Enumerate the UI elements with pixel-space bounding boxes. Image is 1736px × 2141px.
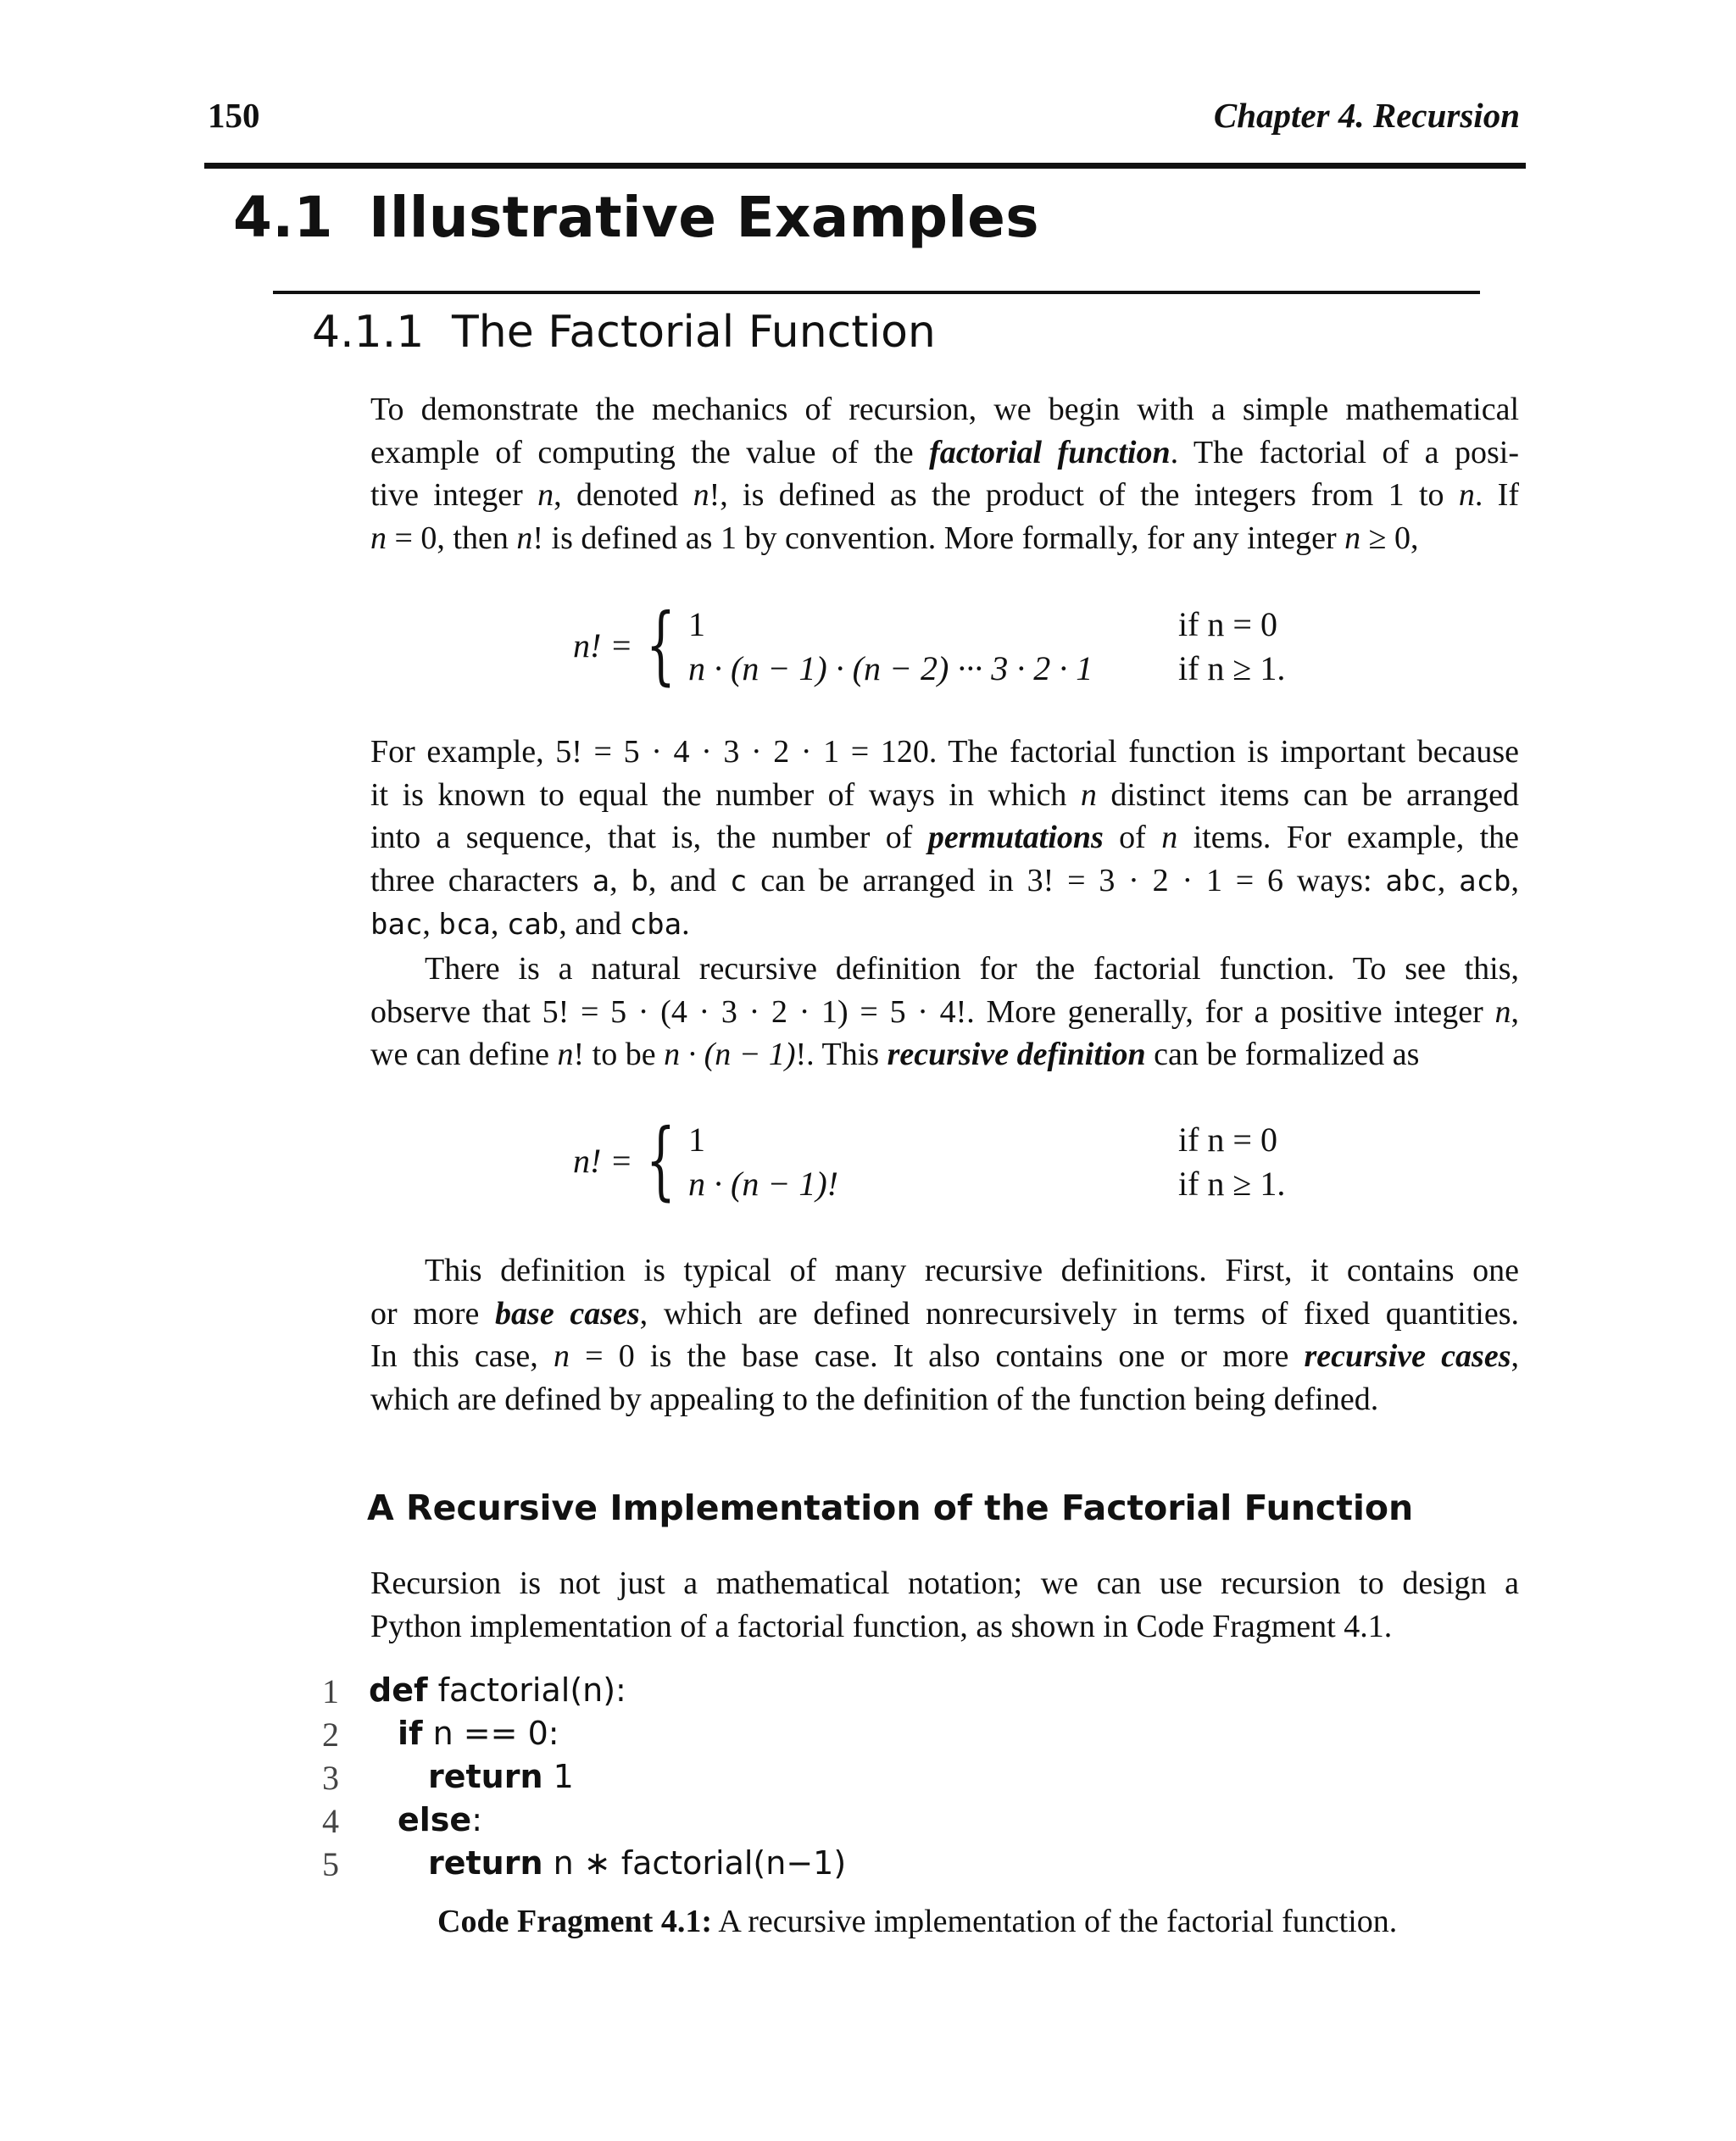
text-line: For example, 5! = 5 · 4 · 3 · 2 · 1 = 120. The factorial function is important because (370, 734, 1519, 770)
text-line: into a sequence, that is, the number of permutations of n items. For example, the (370, 820, 1520, 855)
left-brace: { (646, 1110, 676, 1210)
section-heading (233, 185, 1039, 250)
case-value: 1 (688, 1121, 705, 1159)
line-number: 5 (322, 1845, 339, 1883)
code-text: n == 0: (422, 1715, 559, 1752)
text-line: Recursion is not just a mathematical notation; we can use recursion to design a (370, 1565, 1519, 1601)
text-line: three characters a, b, and c can be arranged in 3! = 3 · 2 · 1 = 6 ways: abc, acb, (370, 862, 1520, 898)
term-permutations: permutations (927, 820, 1104, 855)
code-keyword: return (428, 1844, 543, 1882)
text-line: In this case, n = 0 is the base case. It also contains one or more recursive cases, (370, 1338, 1519, 1374)
code-keyword: def (369, 1671, 428, 1709)
case-condition: if n ≥ 1. (1178, 649, 1286, 687)
term-recursive-cases: recursive cases (1304, 1338, 1511, 1374)
code-text: 1 (542, 1758, 574, 1795)
subsection-number: 4.1.1 (312, 307, 425, 358)
line-number: 3 (322, 1759, 339, 1797)
equation-lhs: n! = (573, 1142, 633, 1180)
case-condition: if n ≥ 1. (1178, 1165, 1286, 1203)
line-number: 4 (322, 1802, 339, 1840)
code-keyword: return (428, 1758, 543, 1795)
page-number: 150 (208, 96, 260, 135)
section-title: Illustrative Examples (369, 185, 1039, 250)
text-line: n = 0, then n! is defined as 1 by convention. More formally, for any integer n ≥ 0, (370, 520, 1419, 556)
line-number: 1 (322, 1672, 339, 1710)
case-value: 1 (688, 605, 705, 643)
code-caption (437, 1903, 1397, 1940)
text-line: Python implementation of a factorial function, as shown in Code Fragment 4.1. (370, 1608, 1393, 1644)
text-line: tive integer n, denoted n!, is defined as the product of the integers from 1 to n. If (370, 477, 1519, 513)
chapter-title: Chapter 4. Recursion (1213, 96, 1520, 135)
text-line: This definition is typical of many recursive definitions. First, it contains one (425, 1253, 1519, 1288)
caption-label: Code Fragment 4.1: (437, 1904, 712, 1939)
text-line: we can define n! to be n · (n − 1)!. This recursive definition can be formalized as (370, 1037, 1420, 1072)
case-condition: if n = 0 (1178, 605, 1277, 643)
text-line: or more base cases, which are defined nonrecursively in terms of fixed quantities. (370, 1295, 1520, 1332)
term-recursive-definition: recursive definition (887, 1037, 1146, 1072)
text-line: which are defined by appealing to the definition of the function being defined. (370, 1381, 1379, 1417)
code-text: : (471, 1801, 483, 1838)
code-text: factorial(n): (427, 1671, 626, 1709)
code-keyword: else (398, 1801, 472, 1838)
equation-factorial-recursive (0, 1110, 1736, 1217)
header-rule (204, 163, 1526, 169)
case-condition: if n = 0 (1178, 1121, 1277, 1159)
paragraph-example (370, 731, 1519, 947)
paragraph-recursive-definition (370, 948, 1519, 1076)
line-number: 2 (322, 1716, 339, 1754)
equation-lhs: n! = (573, 626, 633, 665)
term-factorial-function: factorial function (929, 434, 1171, 470)
subsubsection-heading: A Recursive Implementation of the Factorial Function (367, 1488, 1414, 1528)
text-line: it is known to equal the number of ways in which n distinct items can be arranged (370, 776, 1519, 813)
text-line: observe that 5! = 5 · (4 · 3 · 2 · 1) = 5 · 4!. More generally, for a positive integer n, (370, 993, 1519, 1030)
text-line: To demonstrate the mechanics of recursion, we begin with a simple mathematical (370, 392, 1519, 427)
case-value: n · (n − 1) · (n − 2) ··· 3 · 2 · 1 (688, 649, 1093, 687)
case-value: n · (n − 1)! (688, 1165, 838, 1203)
paragraph-implementation (370, 1562, 1519, 1648)
text-line: There is a natural recursive definition for the factorial function. To see this, (425, 951, 1519, 987)
subsection-heading (312, 307, 936, 358)
code-keyword: if (398, 1715, 423, 1752)
left-brace: { (646, 595, 676, 694)
text-line: example of computing the value of the factorial function. The factorial of a posi- (370, 434, 1519, 470)
code-text: n ∗ factorial(n−1) (542, 1844, 847, 1882)
paragraph-intro (370, 388, 1519, 559)
term-base-cases: base cases (495, 1295, 640, 1332)
running-head (208, 95, 1520, 146)
section-rule (273, 291, 1480, 294)
caption-text: A recursive implementation of the factorial function. (711, 1904, 1398, 1939)
text-line: bac, bca, cab, and cba. (370, 906, 690, 942)
section-number: 4.1 (233, 185, 333, 250)
subsection-title: The Factorial Function (452, 307, 936, 358)
equation-factorial-product (0, 595, 1736, 702)
paragraph-base-cases (370, 1249, 1519, 1421)
